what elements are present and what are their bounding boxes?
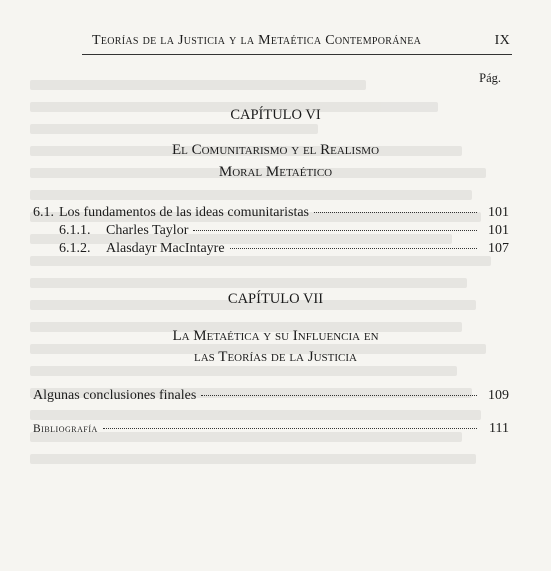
entry-page: 101 <box>488 205 509 220</box>
entry-number: 6.1.2. <box>59 241 91 256</box>
entry-page: 101 <box>488 223 509 238</box>
chapter-6-label: CAPÍTULO VI <box>230 107 321 123</box>
toc-entry-conclusiones[interactable] <box>33 388 509 408</box>
leader-dots <box>230 248 477 249</box>
entry-label: Alasdayr MacIntayre <box>106 241 225 256</box>
entry-label: Los fundamentos de las ideas comunitaristas <box>59 205 309 220</box>
toc-entry-6-1-2[interactable] <box>59 241 509 261</box>
header-rule <box>82 54 512 55</box>
entry-label: Charles Taylor <box>106 223 189 238</box>
chapter-7-title-line1: La Metaética y su Influencia en <box>172 328 379 344</box>
entry-label: Algunas conclusiones finales <box>33 388 197 403</box>
page-number: IX <box>494 33 510 48</box>
entry-page: 111 <box>489 421 509 436</box>
chapter-7-title-line2: las Teorías de la Justicia <box>194 349 357 365</box>
entry-number: 6.1.1. <box>59 223 91 238</box>
running-title: Teorías de la Justicia y la Metaética Contemporánea <box>92 33 422 48</box>
toc-entry-6-1[interactable] <box>33 205 509 225</box>
leader-dots <box>193 230 477 231</box>
toc-entry-bibliografia[interactable] <box>33 421 509 441</box>
leader-dots <box>201 395 477 396</box>
running-head <box>92 33 510 55</box>
chapter-7-label: CAPÍTULO VII <box>227 291 324 307</box>
pag-label: Pág. <box>479 71 501 85</box>
entry-label: Bibliografía <box>33 423 98 435</box>
leader-dots <box>103 428 477 429</box>
entry-number: 6.1. <box>33 205 54 220</box>
leader-dots <box>314 212 477 213</box>
chapter-6-title-line2: Moral Metaético <box>218 164 333 180</box>
toc-entry-6-1-1[interactable] <box>59 223 509 243</box>
entry-page: 109 <box>488 388 509 403</box>
entry-page: 107 <box>488 241 509 256</box>
chapter-6-title-line1: El Comunitarismo y el Realismo <box>171 142 380 158</box>
